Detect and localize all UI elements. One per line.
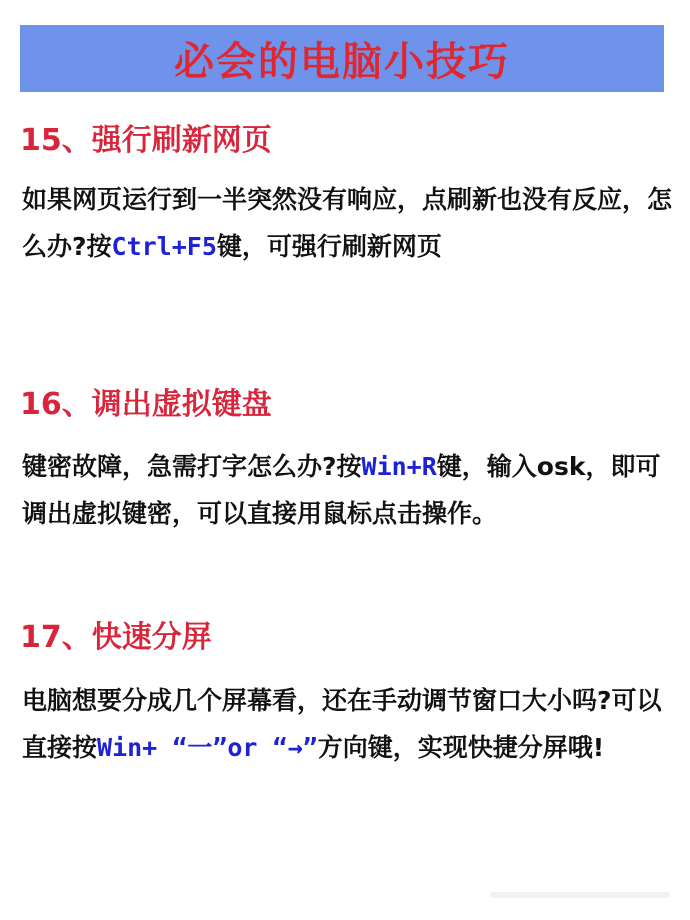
tip-17-text-before: 电脑想要分成几个屏幕看，还在手动调节窗口大小吗?可以直接按 [22, 686, 662, 762]
tip-15-text-after: 键，可强行刷新网页 [216, 232, 442, 261]
tip-15-text-before: 如果网页运行到一半突然没有响应，点刷新也没有反应，怎么办?按 [22, 185, 673, 261]
watermark-graphic [490, 888, 670, 902]
shortcut-win-r: Win+R [361, 452, 437, 481]
tip-16-body [22, 443, 682, 537]
shortcut-ctrl-f5: Ctrl+F5 [111, 232, 217, 261]
page-title: 必会的电脑小技巧 [174, 39, 510, 85]
tip-16-text-before: 键密故障，急需打字怎么办?按 [22, 452, 362, 481]
title-banner [20, 25, 664, 92]
tip-15-title: 15、强行刷新网页 [20, 123, 272, 158]
tip-17-text-after: 方向键，实现快捷分屏哦! [317, 733, 605, 762]
tip-17-body [22, 677, 682, 771]
shortcut-win-arrows: Win+ “一”or “→” [97, 733, 318, 762]
tip-16-title: 16、调出虚拟键盘 [20, 387, 272, 422]
tip-17-title: 17、快速分屏 [20, 620, 212, 655]
tip-16-text-after: 键，输入osk，即可调出虚拟键密，可以直接用鼠标点击操作。 [22, 452, 661, 528]
tip-15-body [22, 176, 682, 270]
